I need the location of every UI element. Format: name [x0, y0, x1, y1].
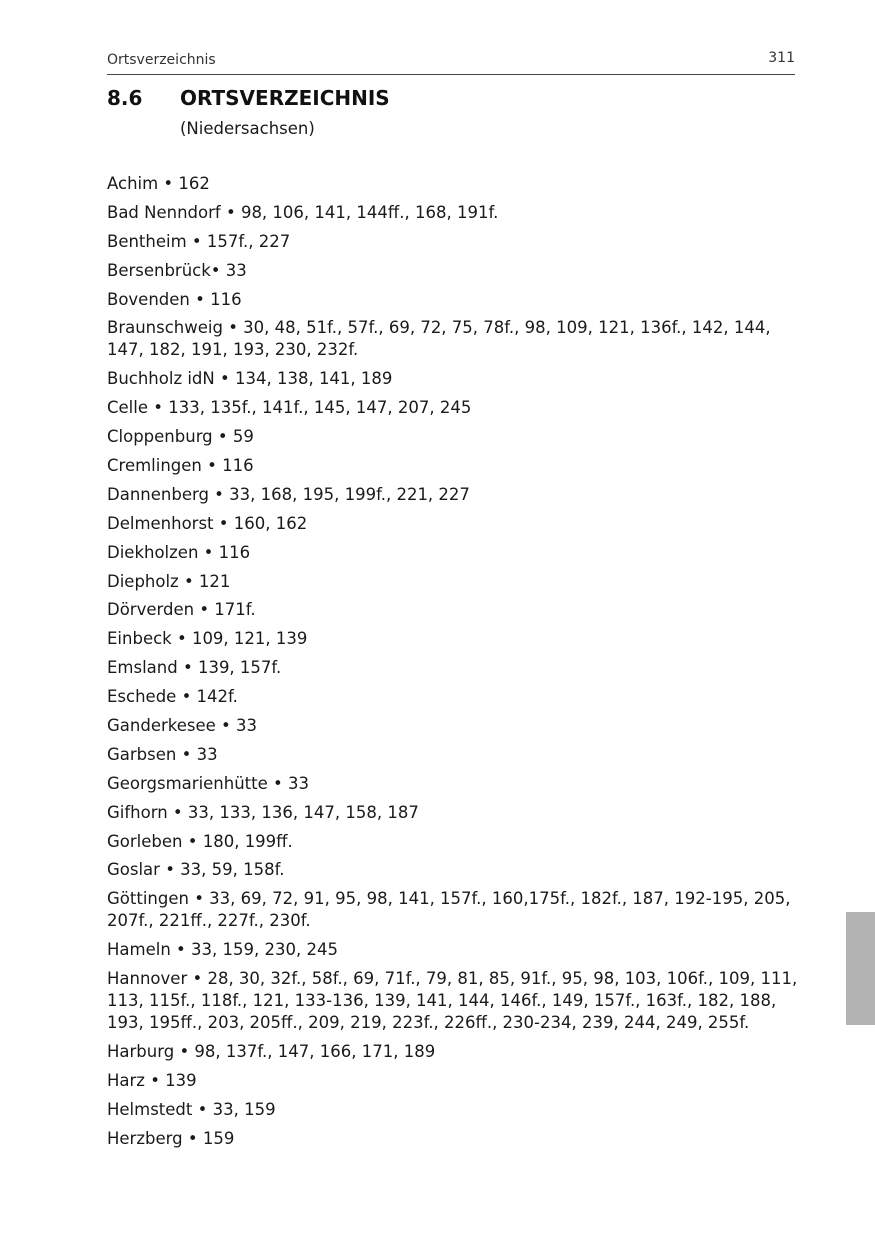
index-entry: Dörverden • 171f. — [107, 600, 256, 620]
index-entry: Cloppenburg • 59 — [107, 427, 254, 447]
index-entry: Bentheim • 157f., 227 — [107, 231, 291, 251]
index-entry: Hannover • 28, 30, 32f., 58f., 69, 71f., 79, 81, 85, 91f., 95, 98, 103, 106f., 109, 111, 113, 115f., 118f., 121, 133-136, 139, 141, 144, 146f., 149, 157f., 163f., 182, 188, 193, 195ff., 203, 205ff., 209, 219, 223f., 226ff., 230-234, 239, 244, 249, 255f. — [107, 969, 798, 1033]
index-entry: Diepholz • 121 — [107, 571, 231, 591]
index-entry: Diekholzen • 116 — [107, 542, 251, 562]
index-entry: Goslar • 33, 59, 158f. — [107, 860, 285, 880]
index-entry: Bersenbrück• 33 — [107, 260, 247, 280]
index-entry: Braunschweig • 30, 48, 51f., 57f., 69, 72, 75, 78f., 98, 109, 121, 136f., 142, 144, 147, 182, 191, 193, 230, 232f. — [107, 318, 771, 360]
section-subtitle: (Niedersachsen) — [180, 119, 315, 138]
page-number: 311 — [768, 50, 795, 66]
index-entry: Dannenberg • 33, 168, 195, 199f., 221, 227 — [107, 484, 470, 504]
index-entry: Bad Nenndorf • 98, 106, 141, 144ff., 168, 191f. — [107, 202, 499, 222]
index-entry: Garbsen • 33 — [107, 744, 218, 764]
index-entry: Georgsmarienhütte • 33 — [107, 773, 309, 793]
thumb-index-tab — [846, 912, 875, 1025]
index-entry: Eschede • 142f. — [107, 687, 238, 707]
index-entry: Gorleben • 180, 199ff. — [107, 831, 293, 851]
running-title: Ortsverzeichnis — [107, 52, 216, 68]
index-entry: Helmstedt • 33, 159 — [107, 1099, 276, 1119]
index-entry: Bovenden • 116 — [107, 289, 242, 309]
index-entry: Buchholz idN • 134, 138, 141, 189 — [107, 369, 393, 389]
section-title: ORTSVERZEICHNIS — [180, 86, 390, 110]
section-number: 8.6 — [107, 86, 143, 110]
index-entry: Göttingen • 33, 69, 72, 91, 95, 98, 141, 157f., 160,175f., 182f., 187, 192-195, 205, 207f., 221ff., 227f., 230f. — [107, 889, 791, 931]
index-entry: Harburg • 98, 137f., 147, 166, 171, 189 — [107, 1042, 436, 1062]
header-rule — [107, 74, 795, 75]
index-entry: Delmenhorst • 160, 162 — [107, 513, 308, 533]
index-entry: Achim • 162 — [107, 174, 210, 193]
index-entry: Hameln • 33, 159, 230, 245 — [107, 940, 338, 960]
index-entry-list — [107, 173, 802, 1157]
index-entry: Celle • 133, 135f., 141f., 145, 147, 207, 245 — [107, 398, 472, 418]
index-entry: Einbeck • 109, 121, 139 — [107, 629, 308, 649]
index-entry: Emsland • 139, 157f. — [107, 658, 282, 678]
index-entry: Harz • 139 — [107, 1070, 197, 1090]
index-entry: Gifhorn • 33, 133, 136, 147, 158, 187 — [107, 802, 419, 822]
index-entry: Herzberg • 159 — [107, 1128, 235, 1148]
index-entry: Ganderkesee • 33 — [107, 716, 257, 736]
index-entry: Cremlingen • 116 — [107, 456, 254, 476]
